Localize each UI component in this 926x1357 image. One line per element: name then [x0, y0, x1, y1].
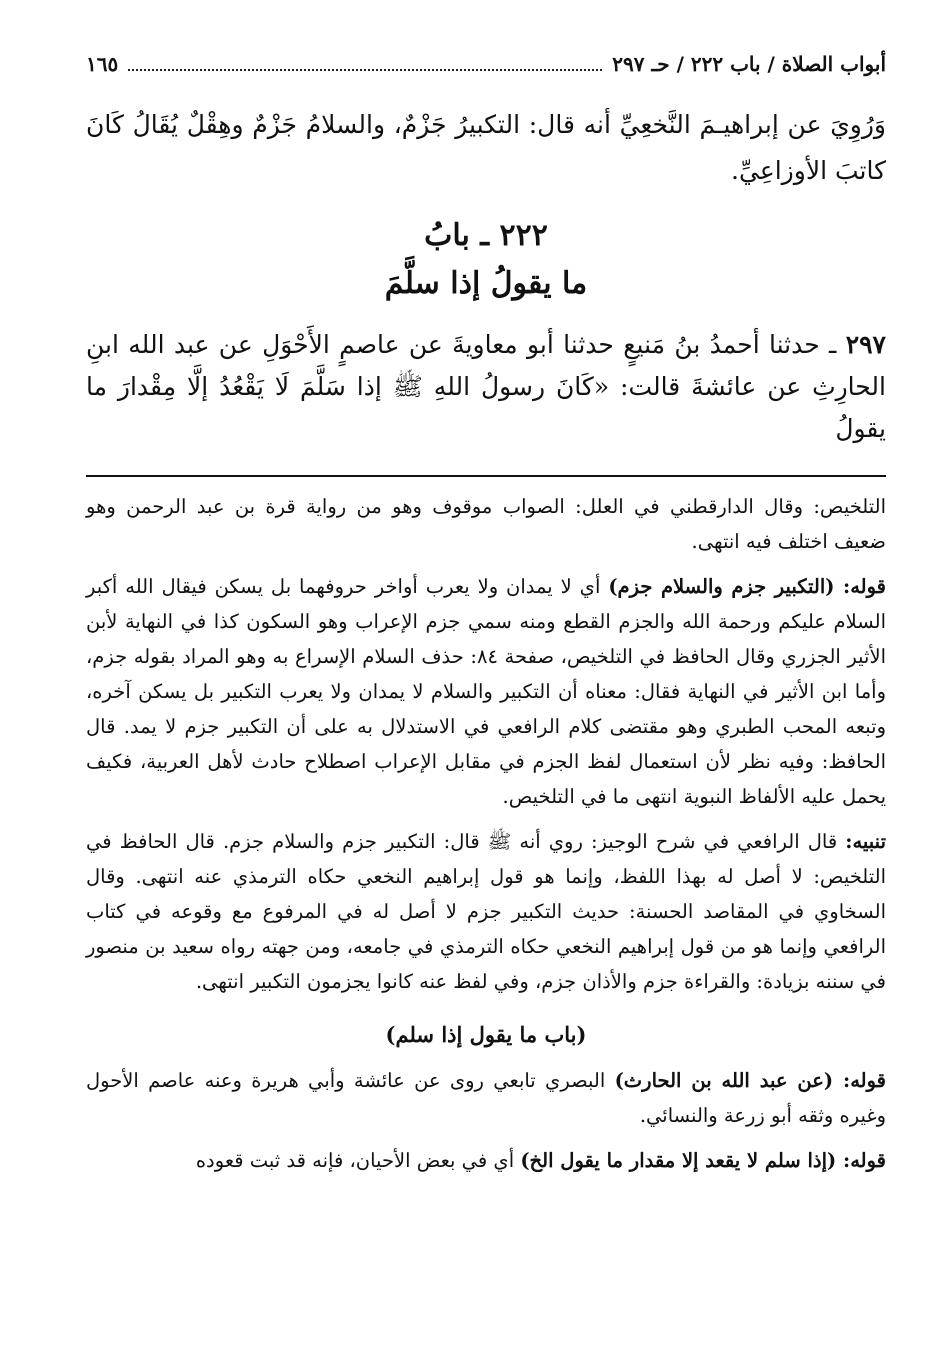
commentary-text: البصري تابعي روى عن عائشة وأبي هريرة وعنه عاصم الأحول وغيره وثقه أبو زرعة والنسائي.	[86, 1069, 886, 1127]
chapter-title: ما يقولُ إذا سلَّمَ	[384, 266, 588, 301]
commentary-paragraph	[86, 1143, 886, 1178]
header-title: أبواب الصلاة / باب ٢٢٢ / حـ ٢٩٧	[612, 52, 886, 76]
footnote-divider	[86, 475, 886, 477]
commentary-text: قال الرافعي في شرح الوجيز: روي أنه ﷺ قال: التكبير جزم والسلام جزم. قال الحافظ في التلخيص: لا أصل له بهذا اللفظ، وإنما هو قول إبراهيم النخعي حكاه الترمذي عنه انتهى. وقال السخاوي في المقاصد الحسنة: حديث التكبير جزم لا أصل له في المرفوع مع وقوعه في كتاب الرافعي وإنما هو من قول إبراهيم النخعي حكاه الترمذي في جامعه، ومن جهته رواه سعيد بن منصور في سننه بزيادة: والقراءة جزم والأذان جزم، وفي لفظ عنه كانوا يجزمون التكبير انتهى.	[86, 830, 886, 993]
hadith-number: ٢٩٧	[845, 330, 886, 359]
commentary-text: أي في بعض الأحيان، فإنه قد ثبت قعوده	[195, 1149, 515, 1172]
chapter-number: ٢٢٢ ـ بابُ	[424, 218, 548, 253]
commentary-paragraph	[86, 569, 886, 814]
commentary-lead: قوله: (التكبير جزم والسلام جزم)	[608, 575, 887, 598]
commentary-paragraph	[86, 824, 886, 999]
commentary-lead: قوله: (إذا سلم لا يقعد إلا مقدار ما يقول الخ)	[520, 1149, 886, 1172]
commentary-sub-heading: (باب ما يقول إذا سلم)	[385, 1022, 587, 1047]
hadith-paragraph	[86, 324, 886, 450]
hadith-text: ـ حدثنا أحمدُ بنُ مَنيعٍ حدثنا أبو معاويةَ عن عاصمٍ الأَحْوَلِ عن عبد الله ابنِ الحارِثِ عن عائشةَ قالت: «كَانَ رسولُ اللهِ ﷺ إذا سَلَّمَ لَا يَقْعُدُ إلَّا مِقْدارَ ما يقولُ	[86, 330, 886, 443]
running-header	[86, 52, 886, 90]
header-dot-leader	[128, 68, 602, 71]
intro-paragraph: وَرُوِيَ عن إبراهيـمَ النَّخعِيِّ أنه قال: التكبيرُ جَزْمٌ، والسلامُ جَزْمٌ وهِقْلٌ يُقَالُ كَانَ كاتبَ الأوزاعِيِّ.	[86, 110, 886, 185]
book-page	[86, 52, 886, 1188]
page-number: ١٦٥	[86, 52, 119, 76]
commentary-paragraph	[86, 489, 886, 559]
commentary-text: التلخيص: وقال الدارقطني في العلل: الصواب موقوف وهو من رواية قرة بن عبد الرحمن وهو ضعيف اختلف فيه انتهى.	[86, 495, 886, 553]
commentary-text: أي لا يمدان ولا يعرب أواخر حروفهما بل يسكن فيقال الله أكبر السلام عليكم ورحمة الله والجزم القطع ومنه سمي جزم الإعراب وهو السكون كذا في النهاية لأبن الأثير الجزري وقال الحافظ في التلخيص، صفحة ٨٤: حذف السلام الإسراع به وهو المراد بقوله جزم، وأما ابن الأثير في النهاية فقال: معناه أن التكبير والسلام لا يمدان ولا يعرب التكبير بل يسكن آخره، وتبعه المحب الطبري وهو مقتضى كلام الرافعي في الاستدلال به على أن التكبير جزم لا يمد. قال الحافظ: وفيه نظر لأن استعمال لفظ الجزم في مقابل الإعراب اصطلاح حادث لأهل العربية، فكيف يحمل عليه الألفاظ النبوية انتهى ما في التلخيص.	[86, 575, 886, 808]
commentary-lead: قوله: (عن عبد الله بن الحارث)	[614, 1069, 886, 1092]
commentary-lead: تنبيه:	[845, 830, 886, 853]
chapter-heading	[86, 212, 886, 308]
commentary-paragraph	[86, 1063, 886, 1133]
